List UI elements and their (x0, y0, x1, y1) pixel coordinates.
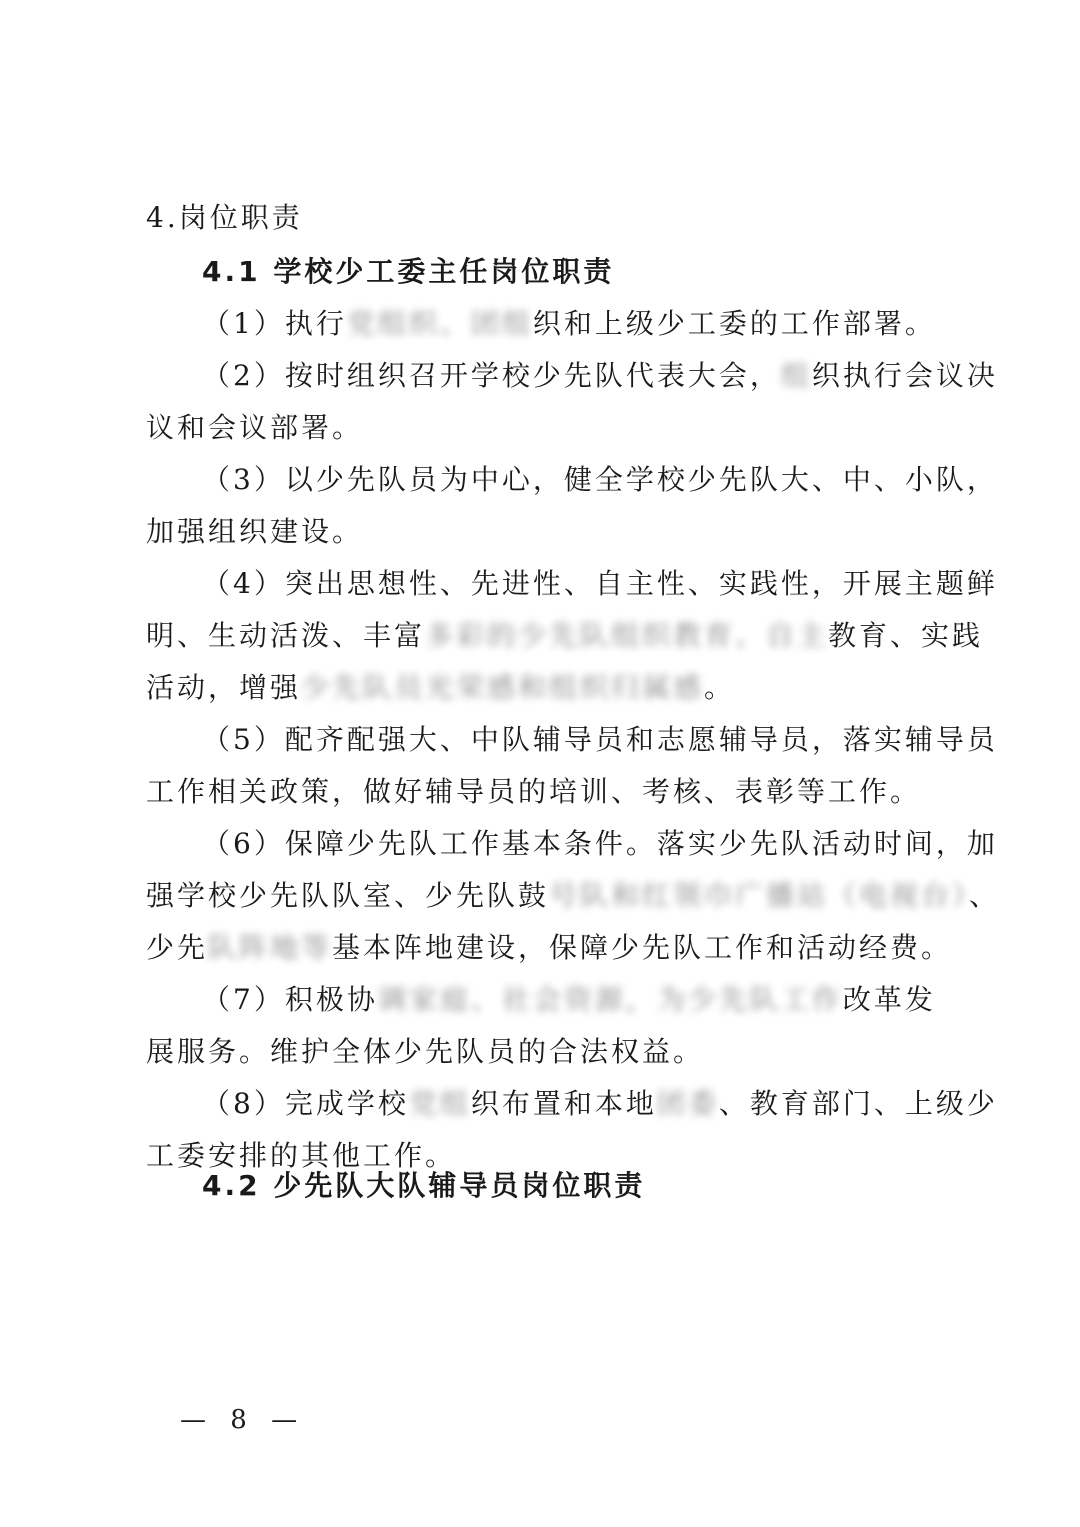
duty-item-3-line-1 (202, 460, 998, 500)
duty-item-8-line-1 (202, 1084, 998, 1124)
item-text: 织执行会议决 (811, 359, 998, 392)
item-text: （6）保障少先队工作基本条件。落实少先队活动时间，加 (202, 827, 998, 860)
duty-item-6-line-2 (146, 876, 1001, 916)
item-text: 。 (704, 671, 736, 704)
item-text: 、 (969, 879, 1001, 912)
redacted-text: 多彩的少先队组织教育、自主 (425, 619, 829, 652)
duty-item-7-line-2 (146, 1032, 946, 1072)
redacted-text: 党组织、团组 (346, 307, 533, 340)
item-text: 基本阵地建设，保障少先队工作和活动经费。 (332, 931, 953, 964)
subheading-4-2: 4.2 少先队大队辅导员岗位职责 (202, 1169, 646, 1202)
redacted-text: 党组 (408, 1087, 471, 1120)
item-text: 工委安排的其他工作。 (146, 1139, 457, 1172)
item-text: 、教育部门、上级少 (718, 1087, 998, 1120)
duty-item-4-line-2 (146, 616, 984, 656)
item-text: （4）突出思想性、先进性、自主性、实践性，开展主题鲜 (202, 567, 998, 600)
item-text: 活动，增强 (146, 671, 302, 704)
redacted-text: 少先队员光荣感和组织归属感 (301, 671, 705, 704)
item-text: 织和上级少工委的工作部署。 (532, 307, 936, 340)
section-heading: 4.岗位职责 (146, 201, 303, 234)
item-text: 加强组织建设。 (146, 515, 364, 548)
item-text: （2）按时组织召开学校少先队代表大会， (202, 359, 781, 392)
redacted-text: 号队和红领巾广播站（电视台） (549, 879, 970, 912)
item-text: （7）积极协 (202, 983, 378, 1016)
item-text: 强学校少先队队室、少先队鼓 (146, 879, 550, 912)
duty-item-1-line-1 (202, 304, 946, 344)
duty-item-5-line-1 (202, 720, 998, 760)
item-text: （5）配齐配强大、中队辅导员和志愿辅导员，落实辅导员 (202, 723, 998, 756)
page-number: — 8 — (180, 1405, 306, 1435)
item-text: （1）执行 (202, 307, 347, 340)
duty-item-6-line-3 (146, 928, 953, 968)
item-text: 展服务。维护全体少先队员的合法权益。 (146, 1035, 705, 1068)
duty-item-3-line-2 (146, 512, 946, 552)
duty-item-2-line-1 (202, 356, 998, 396)
item-text: （8）完成学校 (202, 1087, 409, 1120)
redacted-text: 组 (780, 359, 812, 392)
item-text: 明、生动活泼、丰富 (146, 619, 426, 652)
item-text: 教育、实践 (828, 619, 984, 652)
redacted-text: 调家庭、社会资源，为少先队工作 (377, 983, 843, 1016)
duty-item-7-line-1 (202, 980, 946, 1020)
duty-item-4-line-1 (202, 564, 998, 604)
duty-item-4-line-3 (146, 668, 946, 708)
duty-item-6-line-1 (202, 824, 998, 864)
redacted-text: 队阵地等 (208, 931, 333, 964)
redacted-text: 团委 (656, 1087, 719, 1120)
item-text: 少先 (146, 931, 209, 964)
item-text: 改革发 (842, 983, 936, 1016)
duty-item-2-line-2 (146, 408, 946, 448)
subheading-4-1: 4.1 学校少工委主任岗位职责 (202, 255, 615, 288)
item-text: 议和会议部署。 (146, 411, 364, 444)
item-text: 工作相关政策，做好辅导员的培训、考核、表彰等工作。 (146, 775, 922, 808)
item-text: （3）以少先队员为中心，健全学校少先队大、中、小队， (202, 463, 998, 496)
duty-item-5-line-2 (146, 772, 946, 812)
item-text: 织布置和本地 (470, 1087, 657, 1120)
